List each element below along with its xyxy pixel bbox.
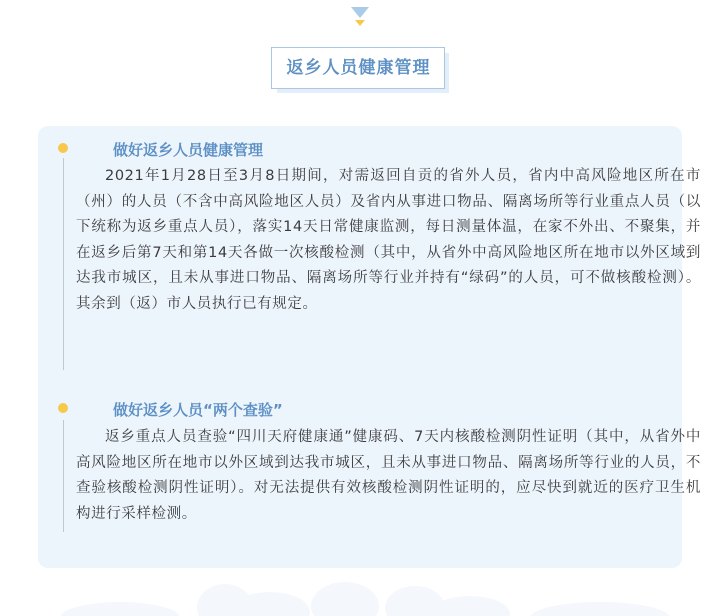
cloud-decoration-icon (0, 578, 720, 616)
section-body-text: 2021年1月28日至3月8日期间，对需返回自贡的省外人员，省内中高风险地区所在市（州）的人员（不含中高风险地区人员）及省内从事进口物品、隔离场所等行业重点人员（以下统称为返乡重点人员），落实14天日常健康监测，每日测量体温，在家不外出、不聚集，并在返乡后第7天和第14天各做一次核酸检测（其中，从省外中高风险地区所在地市以外区域到达我市城区，且未从事进口物品、隔离场所等行业并持有“绿码”的人员，可不做核酸检测）。其余到（返）市人员执行已有规定。 (76, 168, 701, 312)
bullet-dot-icon (58, 143, 68, 153)
section-heading: 做好返乡人员“两个查验” (113, 401, 283, 419)
section-divider-line (63, 158, 64, 370)
content-card (38, 126, 701, 568)
section-divider-line (63, 420, 64, 532)
chevron-down-icon (350, 6, 370, 28)
page-title: 返乡人员健康管理 (286, 58, 431, 78)
section-heading: 做好返乡人员健康管理 (113, 141, 264, 159)
section-title-banner (271, 47, 449, 91)
bullet-dot-icon (58, 403, 68, 413)
section-body-text: 返乡重点人员查验“四川天府健康通”健康码、7天内核酸检测阴性证明（其中，从省外中高风险地区所在地市以外区域到达我市城区，且未从事进口物品、隔离场所等行业的人员，不查验核酸检测阴性证明）。对无法提供有效核酸检测阴性证明的，应尽快到就近的医疗卫生机构进行采样检测。 (76, 429, 701, 522)
